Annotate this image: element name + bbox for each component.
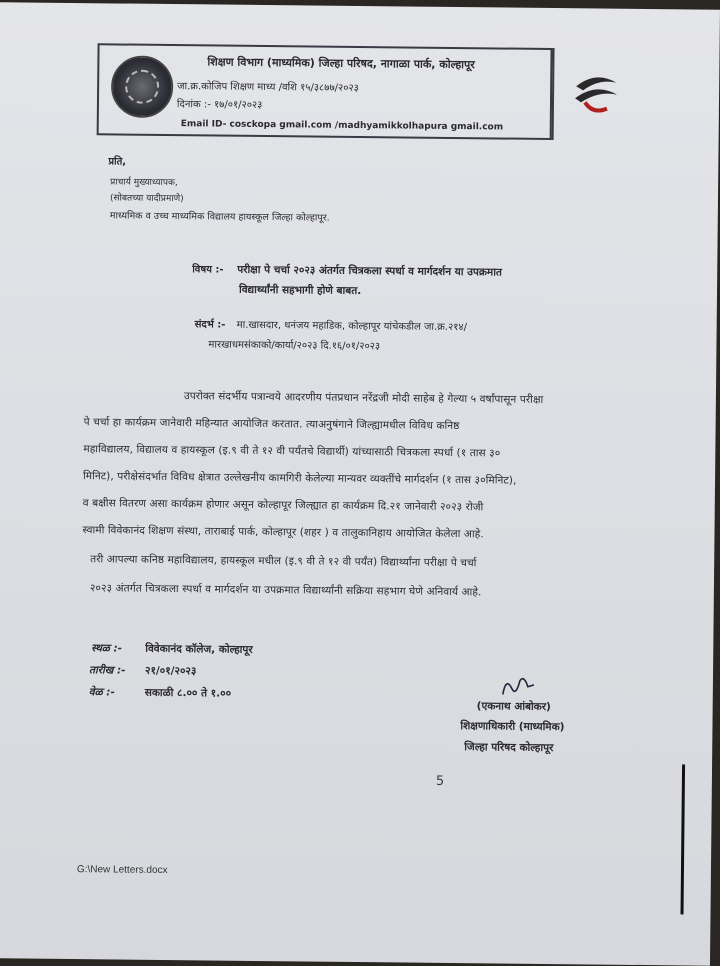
header-divider: [552, 48, 555, 140]
body-line-7: तरी आपल्या कनिष्ठ महाविद्यालय, हायस्कूल मधील (इ.९ वी ते १२ वी पर्यंत) विद्यार्थ्यांना परीक्षा पे चर्चा: [90, 553, 477, 570]
page-number: 5: [435, 773, 445, 789]
place-label: स्थळ :-: [91, 642, 123, 655]
reference-line-2: मारखाधमसंकाको/कार्या/२०२३ दि.१६/०१/२०२३: [208, 339, 381, 353]
header-email: Email ID- cosckopa gmail.com /madhyamikkolhapura gmail.com: [180, 119, 504, 133]
body-line-3: महाविद्यालय, विद्यालय व हायस्कूल (इ.९ वी ते १२ वी पर्यंतचे विद्यार्थी) यांच्यासाठी चित्रकला स्पर्धा (१ तास ३०: [83, 443, 501, 460]
subject-line-2: विद्यार्थ्यांनी सहभागी होणे बाबत.: [238, 283, 362, 298]
footer-file-path: G:\New Letters.docx: [76, 864, 168, 877]
body-line-8: २०२३ अंतर्गत चित्रकला स्पर्धा व मार्गदर्शन या उपक्रमात विद्यार्थ्यांनी सक्रिया सहभाग घेणे अनिवार्य आहे.: [89, 582, 482, 599]
body-line-6: स्वामी विवेकानंद शिक्षण संस्था, ताराबाई पार्क, कोल्हापूर (शहर ) व तालुकानिहाय आयोजित केलेला आहे.: [82, 524, 484, 541]
recipient-line-3: माध्यमिक व उच्च माध्यमिक विद्यालय हायस्कूल जिल्हा कोल्हापूर.: [109, 210, 330, 224]
signatory-office: जिल्हा परिषद कोल्हापूर: [464, 741, 554, 755]
letter-paper: [0, 2, 720, 965]
date-label: तारीख :-: [88, 664, 126, 677]
reference-label: संदर्भ :-: [194, 319, 226, 331]
time-value: सकाळी ८.०० ते १.००: [144, 686, 232, 700]
letterhead-box: [97, 43, 553, 140]
time-label: वेळ :-: [88, 686, 115, 699]
header-ref-number: जा.क्र.कोजिप शिक्षण माध्य /वशि १५/३८७७/२०२३: [177, 81, 359, 94]
recipient-line-1: प्राचार्य मुख्याध्यापक,: [110, 177, 178, 189]
reference-line-1: मा.खासदार, धनंजय महाडिक, कोल्हापूर यांचेकडील जा.क्र.२१४/: [236, 319, 468, 334]
date-value: २१/०१/२०२३: [144, 664, 197, 678]
place-value: विवेकानंद कॉलेज, कोल्हापूर: [145, 642, 253, 656]
to-label: प्रति,: [108, 156, 127, 168]
body-line-2: पे चर्चा हा कार्यक्रम जानेवारी महिन्यात आयोजित करतात. त्याअनुषंगाने जिल्ह्यामधील विविध कनिष्ठ: [83, 416, 460, 433]
signatory-title: शिक्षणाधिकारी (माध्यमिक): [460, 720, 565, 734]
page-edge-line: [681, 764, 686, 914]
body-line-5: व बक्षीस वितरण असा कार्यक्रम होणार असून कोल्हापूर जिल्ह्यात हा कार्यक्रम दि.२१ जानेवारी २०२३ रोजी: [82, 497, 484, 514]
subject-label: विषय :-: [192, 264, 224, 276]
body-line-1: उपरोक्त संदर्भीय पत्रान्वये आदरणीय पंतप्रधान नरेंद्रजी मोदी साहेब हे गेल्या ५ वर्षांपासून परीक्षा: [183, 390, 544, 406]
signatory-name: (एकनाथ आंबोकर): [476, 700, 551, 714]
subject-line-1: परीक्षा पे चर्चा २०२३ अंतर्गत चित्रकला स्पर्धा व मार्गदर्शन या उपक्रमात: [237, 263, 503, 279]
signature-mark-icon: [498, 672, 538, 702]
government-seal-icon: [111, 55, 174, 118]
header-office: शिक्षण विभाग (माध्यमिक) जिल्हा परिषद, नागाळा पार्क, कोल्हापूर: [207, 55, 475, 72]
header-date: दिनांक :- १७/०१/२०२३: [176, 99, 263, 111]
brand-logo-icon: [571, 68, 622, 119]
recipient-line-2: (सोबतच्या यादीप्रमाणे): [109, 193, 184, 205]
body-line-4: मिनिट), परीक्षेसंदर्भात विविध क्षेत्रात उल्लेखनीय कामगिरी केलेल्या मान्यवर व्यक्तींचे मार्गदर्शन (१ तास ३०मिनिट),: [82, 470, 517, 487]
